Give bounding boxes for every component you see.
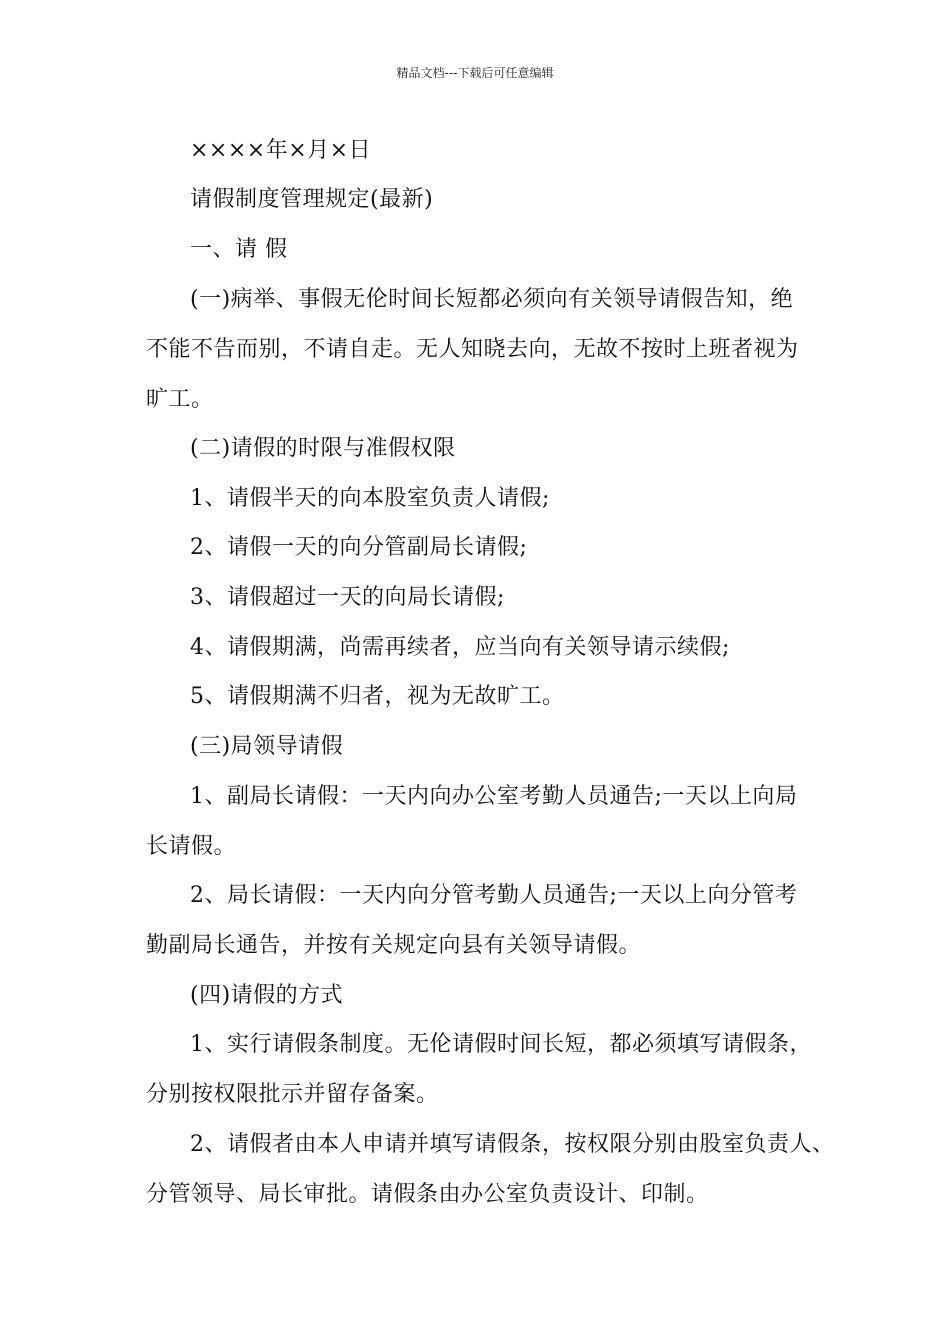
- page-header: 精品文档---下载后可任意编辑: [396, 66, 554, 80]
- list-item: 1、实行请假条制度。无伦请假时间长短，都必须填写请假条，: [190, 1032, 812, 1057]
- list-item: 1、副局长请假：一天内向办公室考勤人员通告;一天以上向局: [190, 784, 798, 809]
- date-line: ××××年×月×日: [190, 138, 372, 163]
- list-item: 2、局长请假：一天内向分管考勤人员通告;一天以上向分管考: [190, 883, 798, 908]
- list-item: 2、请假者由本人申请并填写请假条，按权限分别由股室负责人、: [190, 1132, 835, 1157]
- subsection-heading: (三)局领导请假: [190, 734, 344, 759]
- list-item-continued: 长请假。: [146, 834, 237, 859]
- subsection-heading: (二)请假的时限与准假权限: [190, 436, 456, 461]
- paragraph-line: 不能不告而别，不请自走。无人知晓去向，无故不按时上班者视为: [146, 337, 799, 362]
- list-item: 4、请假期满，尚需再续者，应当向有关领导请示续假;: [190, 635, 730, 660]
- list-item: 3、请假超过一天的向局长请假;: [190, 585, 505, 610]
- subsection-heading: (四)请假的方式: [190, 983, 344, 1008]
- list-item: 1、请假半天的向本股室负责人请假;: [190, 486, 550, 511]
- document-title: 请假制度管理规定(最新): [190, 187, 434, 212]
- list-item: 5、请假期满不归者，视为无故旷工。: [190, 684, 565, 709]
- paragraph-line: 旷工。: [146, 387, 214, 412]
- paragraph-line: (一)病举、事假无伦时间长短都必须向有关领导请假告知，绝: [190, 287, 794, 312]
- list-item-continued: 勤副局长通告，并按有关规定向县有关领导请假。: [146, 933, 642, 958]
- list-item-continued: 分管领导、局长审批。请假条由办公室负责设计、印制。: [146, 1182, 709, 1207]
- section-heading: 一、请 假: [190, 237, 288, 262]
- list-item: 2、请假一天的向分管副局长请假;: [190, 535, 528, 560]
- list-item-continued: 分别按权限批示并留存备案。: [146, 1082, 439, 1107]
